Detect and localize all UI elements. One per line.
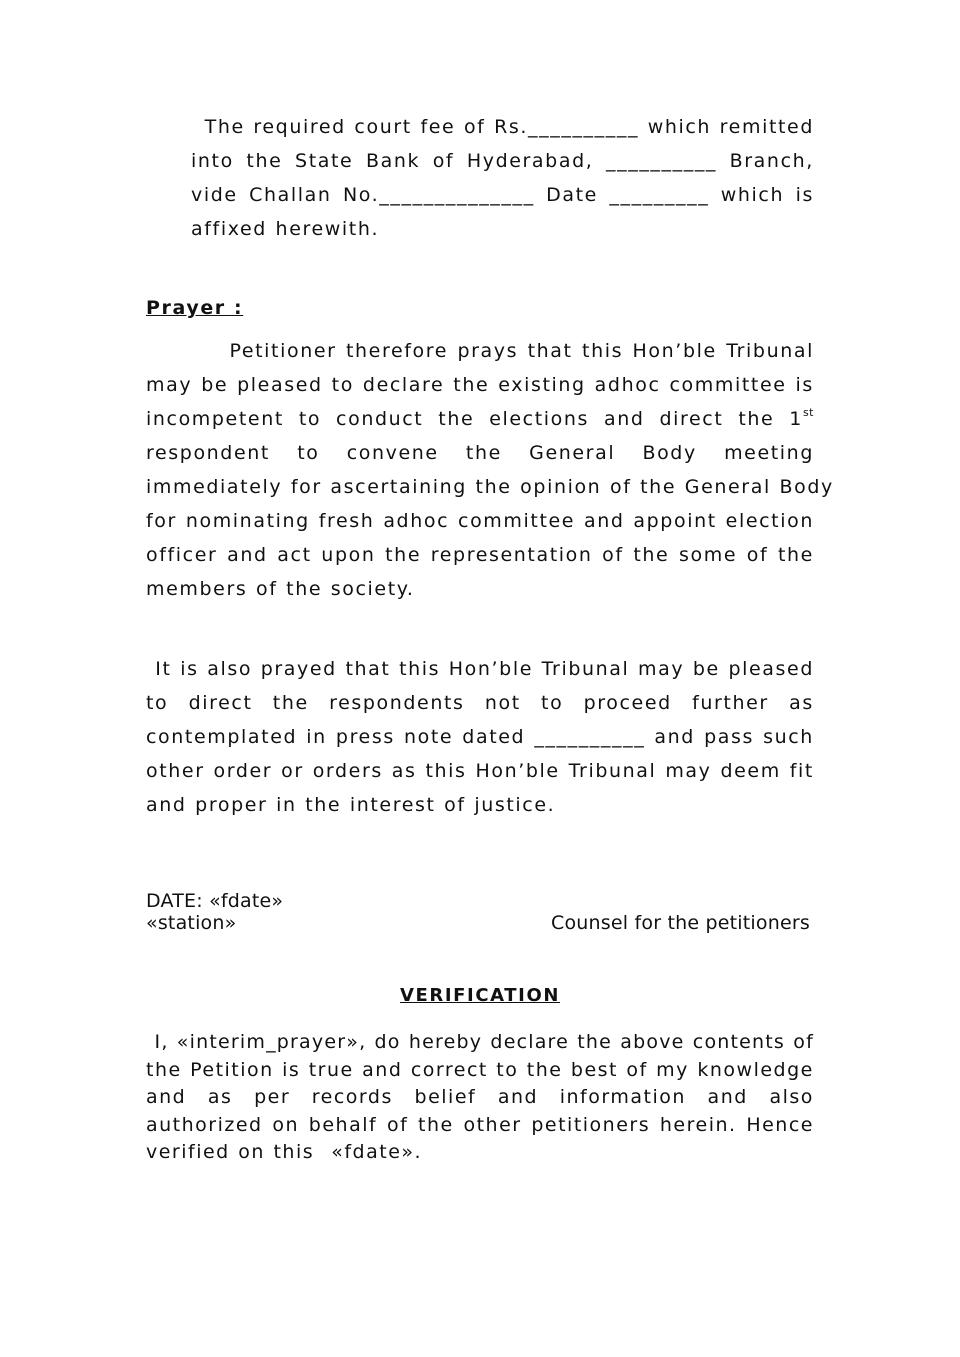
word: or [281, 760, 304, 782]
word: Hyderabad, [466, 150, 594, 172]
prayer1-line-2 [146, 368, 814, 402]
word: existing [498, 374, 586, 396]
word: best [570, 1058, 618, 1081]
word: General [529, 442, 616, 464]
prayer2-line-2 [146, 686, 814, 720]
word: belief [414, 1086, 477, 1108]
word: incompetent [146, 408, 284, 430]
word: prays [457, 340, 519, 362]
word: respondent [146, 442, 270, 464]
prayer1-line-5 [146, 470, 834, 504]
prayer1-line-8 [146, 572, 814, 606]
word: into [191, 150, 234, 172]
word: vide [191, 184, 238, 206]
word: dated [462, 726, 526, 748]
word: to [331, 374, 354, 396]
word: to [541, 692, 564, 714]
word: the [246, 150, 283, 172]
word: of [386, 1113, 409, 1136]
word: and [146, 1086, 187, 1108]
word: information [559, 1086, 686, 1108]
word: and [707, 1086, 748, 1108]
word: Branch, [729, 150, 814, 172]
word: the [633, 544, 670, 566]
word: direct [659, 408, 724, 430]
court-fee-paragraph [191, 110, 814, 246]
word: petitioners [531, 1113, 651, 1136]
word: note [403, 726, 454, 748]
word: conduct [336, 408, 424, 430]
word: the [272, 692, 309, 714]
counsel-signature-label: Counsel for the petitioners [551, 912, 810, 934]
word: officer [146, 544, 218, 566]
word: not [484, 692, 521, 714]
word: committee [458, 510, 576, 532]
word: knowledge [697, 1058, 814, 1081]
word: and [227, 544, 268, 566]
verification-paragraph [146, 1029, 814, 1167]
word: to [496, 1058, 519, 1081]
word: the [526, 1058, 563, 1081]
word: Bank [365, 150, 421, 172]
ordinal-digit: 1 [789, 408, 803, 430]
word: the [453, 374, 490, 396]
word: and [362, 1058, 403, 1081]
word: Hon’ble [475, 760, 560, 782]
word: State [295, 150, 354, 172]
branch-blank: __________ [606, 150, 718, 172]
word: nominating [185, 510, 310, 532]
word: behalf [308, 1113, 378, 1136]
challan-number-blank: No.______________ [342, 184, 535, 206]
word: proceed [583, 692, 672, 714]
word: of [432, 150, 455, 172]
word: upon [321, 544, 376, 566]
verify-line-1 [146, 1029, 814, 1057]
fee-line-3 [191, 178, 814, 212]
word: of [602, 544, 624, 566]
word: is [795, 374, 814, 396]
word: as [391, 760, 417, 782]
word: pass [704, 726, 754, 748]
ordinal-number [789, 402, 814, 436]
word: and [654, 726, 695, 748]
word: Hence [746, 1113, 814, 1136]
word: per [254, 1086, 291, 1108]
word: to [297, 442, 320, 464]
word: for [146, 510, 177, 532]
word: I, «interim_prayer», do hereby declare the above contents of [154, 1031, 814, 1053]
word: the [418, 1113, 454, 1136]
verification-heading: VERIFICATION [399, 985, 561, 1006]
word: Tribunal [726, 340, 814, 362]
word: to [298, 408, 322, 430]
word: and [583, 510, 625, 532]
word: press [335, 726, 395, 748]
word: deem [720, 760, 781, 782]
prayer2-line-5 [146, 788, 814, 822]
word: may [146, 374, 193, 396]
word: on [272, 1113, 300, 1136]
word: is [795, 184, 814, 206]
fee-line-2 [191, 144, 814, 178]
verify-line-4 [146, 1112, 814, 1140]
verify-line-3 [146, 1084, 814, 1112]
word: the [385, 544, 422, 566]
word: some [678, 544, 738, 566]
word: respondents [329, 692, 465, 714]
press-note-date-blank: __________ [534, 726, 646, 748]
word: and proper in the interest of justice. [146, 794, 556, 816]
word: further [692, 692, 769, 714]
prayer1-line-6 [146, 504, 814, 538]
word: as [207, 1086, 233, 1108]
word: this [425, 760, 467, 782]
word: committee [669, 374, 787, 396]
station-placeholder: «station» [146, 912, 237, 934]
prayer-paragraph-2 [146, 652, 814, 822]
prayer-heading: Prayer : [146, 297, 244, 319]
word: members of the society. [146, 578, 415, 600]
word: adhoc [594, 374, 661, 396]
prayer1-line-3 [146, 402, 814, 436]
fee-line-1-text: The required court fee of Rs.__________ which remitted [204, 116, 814, 138]
word: meeting [724, 442, 814, 464]
word: election [725, 510, 814, 532]
prayer-paragraph-1 [146, 334, 834, 606]
word: convene [346, 442, 439, 464]
word: elections [489, 408, 590, 430]
word: Petitioner [229, 340, 337, 362]
word: the [146, 1058, 182, 1081]
word: immediately for ascertaining the opinion of the General Body [146, 476, 834, 498]
word: Challan [249, 184, 332, 206]
word: also [769, 1086, 814, 1108]
date-placeholder: DATE: «fdate» [146, 890, 284, 912]
prayer2-line-3 [146, 720, 814, 754]
word: and [497, 1086, 539, 1108]
prayer2-line-1 [146, 652, 814, 686]
word: appoint [633, 510, 717, 532]
word: direct [188, 692, 253, 714]
word: Date [546, 184, 598, 206]
word: is [282, 1058, 301, 1081]
word: the [777, 544, 814, 566]
word: contemplated [146, 726, 298, 748]
word: herein. [659, 1113, 737, 1136]
word: in [306, 726, 327, 748]
word: verified on this «fdate». [146, 1141, 423, 1163]
word: and [603, 408, 645, 430]
word: true [308, 1058, 354, 1081]
word: Petition [190, 1058, 274, 1081]
word: adhoc [383, 510, 450, 532]
word: representation [430, 544, 593, 566]
word: my [656, 1058, 689, 1081]
prayer2-line-4 [146, 754, 814, 788]
word: that [527, 340, 573, 362]
fee-line-1 [191, 110, 814, 144]
prayer1-line-7 [146, 538, 814, 572]
word: declare [362, 374, 445, 396]
word: act [277, 544, 312, 566]
word: the [738, 408, 775, 430]
word: order [213, 760, 273, 782]
word: affixed herewith. [191, 218, 380, 240]
word: which [720, 184, 785, 206]
prayer1-line-4 [146, 436, 814, 470]
verify-line-5 [146, 1139, 814, 1167]
word: Hon’ble [632, 340, 717, 362]
word: therefore [345, 340, 449, 362]
word: be [201, 374, 229, 396]
word: the [465, 442, 502, 464]
word: may [665, 760, 712, 782]
word: It is also prayed that this Hon’ble Tribunal may be pleased [155, 658, 814, 680]
word: of [746, 544, 769, 566]
verify-line-2 [146, 1057, 814, 1085]
word: Body [642, 442, 697, 464]
word: this [582, 340, 624, 362]
prayer1-line-1 [146, 334, 814, 368]
word: other [146, 760, 205, 782]
word: records [311, 1086, 393, 1108]
word: fresh [318, 510, 375, 532]
word: such [763, 726, 814, 748]
word: orders [312, 760, 383, 782]
fee-line-4 [191, 212, 814, 246]
word: fit [789, 760, 814, 782]
word: Tribunal [568, 760, 657, 782]
word: authorized [146, 1113, 263, 1136]
word: correct [410, 1058, 488, 1081]
ordinal-suffix: st [802, 406, 814, 419]
word: the [438, 408, 475, 430]
word: of [626, 1058, 648, 1081]
word: to [146, 692, 169, 714]
word: other [463, 1113, 522, 1136]
word: pleased [237, 374, 323, 396]
date-blank: _________ [609, 184, 710, 206]
word: as [789, 692, 814, 714]
